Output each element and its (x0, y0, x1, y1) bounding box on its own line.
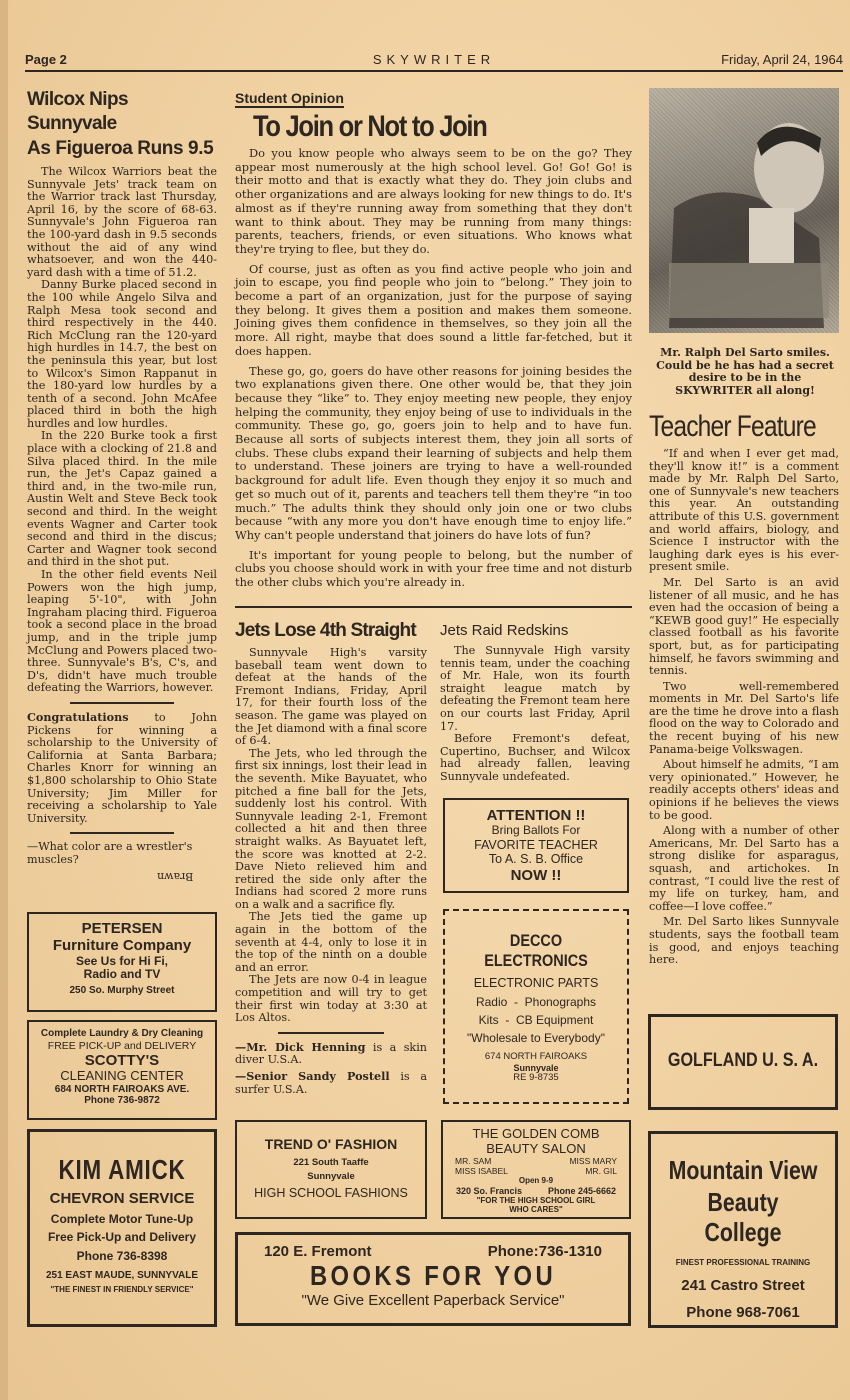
ad-slogan: "THE FINEST IN FRIENDLY SERVICE" (50, 1285, 194, 1295)
ad-decco-name: DECCO ELECTRONICS (484, 931, 588, 970)
ad-text: Sunnyvale (513, 1062, 559, 1073)
ad-text: CHEVRON SERVICE (49, 1190, 195, 1208)
ad-text: MR. GIL (585, 1165, 617, 1176)
congrats-text: to John Pickens for winning a scholarship to the University of California at Santa Barbara; Charles Knorr for winning an $1,800 scholarship to Ohio State University; Jim Miller for receiving a scholarship to Yale University. (27, 710, 217, 825)
ad-books-for-you (235, 1232, 631, 1326)
ad-text: ELECTRONIC PARTS (473, 976, 599, 991)
track-body (27, 166, 217, 695)
ad-slogan: WHO CARES" (509, 1205, 563, 1215)
photo-image (649, 88, 839, 333)
ad-mv-name: Mountain View (668, 1155, 818, 1185)
ad-kim-name: KIM AMICK (58, 1154, 186, 1185)
ad-phone: RE 9-8735 (513, 1072, 559, 1084)
ad-trend-name: TREND O' FASHION (264, 1136, 398, 1152)
ad-mv-name: Beauty College (704, 1186, 782, 1247)
opinion-body (235, 147, 632, 590)
ad-text: MR. SAM (455, 1155, 492, 1166)
ad-address: 241 Castro Street (681, 1276, 805, 1294)
ad-phone: Phone 968-7061 (686, 1304, 800, 1322)
ad-text: MISS MARY (569, 1155, 617, 1166)
paragraph: Do you know people who always seem to be on the go? They appear most numerously at the high school level. Go! Go! Go! is their motto and that is exactly what they do. They join clubs and other organizations and are always looking for new things to do. It's almost as if they're running away from something that they don't want to think about. They may be running from many things: parents, teachers, friends, or even situations. Who knows what they're trying to flee, but they do. (235, 146, 632, 256)
ad-address: 320 So. Francis (455, 1185, 523, 1196)
track-headline-2: As Figueroa Runs 9.5 (27, 138, 214, 159)
baseball-story (235, 620, 427, 1096)
ad-text: CLEANING CENTER (60, 1067, 184, 1083)
teacher-photo (649, 88, 839, 333)
ad-text: Radio - Phonographs (475, 995, 597, 1010)
paragraph: Danny Burke placed second in the 100 while Angelo Silva and Ralph Mesa took second and third respectively in the 440. Rich McClung ran the 120-yard high hurdles in 14.7, the best on the peninsula this year, but lost to Wilcox's Simon Rappanut in the 180-yard low hurdles by a tenth of a second. John McAfee placed third in both the high hurdles and low hurdles. (27, 278, 217, 430)
ad-text: FREE PICK-UP and DELIVERY (47, 1039, 197, 1052)
riddle-answer: Brawn (157, 870, 194, 884)
divider (235, 606, 632, 608)
divider (70, 832, 175, 834)
ad-kim-amick (27, 1129, 217, 1327)
opinion-kicker: Student Opinion (235, 90, 344, 106)
newspaper-title: SKYWRITER (372, 52, 496, 67)
paragraph: The Wilcox Warriors beat the Sunnyvale Jets' track team on the Warrior track last Thursday, April 16, by the score of 68-63. Sunnyvale's John Figueroa ran the 100-yard dash in 9.5 seconds without the aid of any wind whatsoever, and won the 440-yard dash with a time of 51.2. (27, 165, 217, 279)
ad-golfland-name: GOLFLAND U. S. A. (667, 1050, 819, 1071)
ad-mountain-view-beauty (648, 1131, 838, 1328)
paragraph: The Sunnyvale High varsity tennis team, under the coaching of Mr. Hale, won its fourth straight league match by defeating the Fremont team here on our courts last Friday, April 17. (440, 644, 630, 733)
opinion-headline: To Join or Not to Join (253, 110, 487, 143)
ad-contact-row (238, 1243, 628, 1260)
congratulations-note (27, 711, 217, 825)
track-story (27, 88, 217, 883)
usa-note (235, 1041, 427, 1067)
issue-date: Friday, April 24, 1964 (721, 52, 843, 67)
paragraph: In the other field events Neil Powers won the high jump, leaping 5'-10", with John Ingraham placing third. Figueroa took a second place in the broad jump, and in the triple jump McClung and Powers placed two-three. Sunnyvale's B's, C's, and D's, didn't have much trouble defeating the Warriors, however. (27, 568, 218, 695)
paragraph: The Jets tied the game up again in the bottom of the seventh at 4-4, only to lose it in the top of the ninth on a double and an error. (235, 910, 427, 974)
congrats-lead: Congratulations (27, 709, 129, 724)
ad-slogan: HIGH SCHOOL FASHIONS (254, 1185, 408, 1200)
ad-slogan: "FOR THE HIGH SCHOOL GIRL (476, 1195, 596, 1205)
ad-slogan: "Wholesale to Everybody" (467, 1031, 605, 1046)
masthead (25, 52, 843, 72)
ad-phone: Phone 245-6662 (547, 1185, 617, 1196)
riddle-question: —What color are a wrestler's muscles? (27, 840, 193, 866)
note-lead: —Mr. Dick Henning (235, 1039, 366, 1054)
ad-text: MISS ISABEL (455, 1165, 508, 1176)
ad-staff-row (443, 1167, 629, 1177)
ad-phone: Phone 736-9872 (84, 1095, 160, 1107)
paragraph: The Jets are now 0-4 in league competition and will try to get their first win today at 3:30 at Los Altos. (235, 973, 427, 1025)
ad-text: Bring Ballots For (491, 823, 581, 838)
teacher-feature (649, 410, 839, 967)
paragraph: Mr. Del Sarto is an avid listener of all music, and he has even had the occasion of being a “KEWB good guy!” He especially classed football as his favorite sport, but, as for participating himself, he favors swimming and tennis. (649, 575, 839, 678)
teacher-feature-headline: Teacher Feature (649, 410, 816, 443)
paragraph: About himself he admits, “I am very opinionated.” However, he readily accepts others' ideas and opinions if he believes the views to be good. (649, 758, 839, 822)
ad-address: 684 NORTH FAIROAKS AVE. (54, 1083, 190, 1095)
ad-address: 674 NORTH FAIROAKS (484, 1050, 588, 1062)
tennis-headline: Jets Raid Redskins (440, 622, 569, 639)
ad-hours: Open 9-9 (518, 1176, 554, 1186)
ad-golden-name: THE GOLDEN COMB (472, 1126, 600, 1141)
ad-text: FAVORITE TEACHER (474, 838, 598, 853)
ad-address: 250 So. Murphy Street (69, 985, 175, 997)
baseball-headline: Jets Lose 4th Straight (235, 620, 416, 641)
note-text: is a surfer U.S.A. (235, 1070, 427, 1096)
ad-text: Complete Laundry & Dry Cleaning (40, 1028, 204, 1039)
ad-golden-comb (441, 1120, 631, 1219)
usa-note (235, 1070, 427, 1096)
paragraph: Two well-remembered moments in Mr. Del Sarto's life are the time he drove into a flash flood on the way to Colorado and the recent buying of his new Panama-beige Volkswagen. (649, 679, 839, 756)
track-headline-1: Wilcox Nips Sunnyvale (27, 89, 128, 134)
ad-scottys (27, 1020, 217, 1120)
divider (278, 1032, 384, 1034)
page-number: Page 2 (25, 52, 67, 67)
ad-address: 251 EAST MAUDE, SUNNYVALE (45, 1269, 199, 1281)
paragraph: Of course, just as often as you find active people who join and join to escape, you find people who join to “belong.” They join to become a part of an organization, just for the purpose of saying they belong. It gives them a position and makes them someone. Joining gives them confidence in themselves, so they join all the more. All right, maybe that does sound a little far-fetched, but it does happen. (235, 261, 632, 358)
ad-text: Sunnyvale (307, 1171, 355, 1183)
ad-text: FINEST PROFESSIONAL TRAINING (675, 1257, 811, 1267)
ad-golfland (648, 1014, 838, 1110)
ad-address: 221 South Taaffe (293, 1157, 369, 1169)
ad-contact-row (443, 1186, 629, 1196)
ad-slogan: "We Give Excellent Paperback Service" (301, 1292, 565, 1310)
ad-text: To A. S. B. Office (488, 852, 584, 867)
paragraph: These go, go, goers do have other reasons for joining besides the two explanations given there. One other would be, that they join because they “like” to. They enjoy meeting new people, they enjoy helping the community, they enjoy being of use to individuals in the community. These go, go, goers join to help and to have fun. Because all sorts of subjects interest them, they join all sorts of clubs. These clubs expand their learning of subjects and help them to understand. These joiners are trying to have a well-rounded background for adult life. Even though they enjoy it so much and get so much out of it, parents and teachers tell them they're “in too much.” The adults think they should only join one or two clubs because “with any more you don't have enough time to enjoy life.” Why can't people understand that joiners do have lots of fun? (235, 363, 632, 542)
paragraph: The Jets, who led through the first six innings, lost their lead in the seventh. Mike Bayuatet, who pitched a fine ball for the Jets, suddenly lost his control. With Sunnyvale leading 2-1, Fremont collected a hit and then three straight walks. As Bayuatet left, the score was knotted at 2-2. Dave Nieto relieved him and retired the side only after the Indians had scored 2 more runs on a walk and a sacrifice fly. (235, 746, 427, 911)
divider (70, 702, 175, 704)
ad-text: See Us for Hi Fi, (75, 953, 169, 968)
baseball-body (235, 647, 427, 1025)
paragraph: Along with a number of other Americans, Mr. Del Sarto has a strong dislike for asparagus, squash, and artichokes. In contrast, “I could live the rest of my life on turkey, ham, and coffee—I love coffee.” (649, 824, 839, 913)
note-lead: —Senior Sandy Postell (235, 1069, 390, 1083)
ad-books-name: BOOKS FOR YOU (309, 1260, 557, 1292)
note-text: is a skin diver U.S.A. (235, 1040, 427, 1067)
page-edge (0, 0, 8, 1400)
ad-attention-title: ATTENTION !! (486, 807, 586, 824)
ad-petersen-company: Furniture Company (52, 937, 192, 955)
tennis-story (440, 622, 630, 784)
photo-caption: Mr. Ralph Del Sarto smiles. Could be he has had a secret desire to be in the SKYWRITER all along! (656, 346, 834, 397)
ad-trend-o-fashion (235, 1120, 427, 1219)
paragraph: Sunnyvale High's varsity baseball team went down to defeat at the hands of the Fremont Indians, Friday, April 17, for their fourth loss of the season. The game was played on the Jet diamond with a final score of 6-4. (235, 646, 427, 748)
ad-petersen (27, 912, 217, 1012)
paragraph: Before Fremont's defeat, Cupertino, Buchser, and Wilcox had already fallen, leaving Sunnyvale undefeated. (440, 732, 630, 783)
ad-decco (443, 909, 629, 1104)
ad-address: 120 E. Fremont (264, 1243, 372, 1260)
ad-scottys-name: SCOTTY'S (84, 1051, 160, 1069)
opinion-article (235, 88, 632, 590)
ad-text: Free Pick-Up and Delivery (47, 1230, 197, 1245)
ad-text: Kits - CB Equipment (478, 1013, 594, 1028)
ad-attention (443, 798, 629, 893)
ad-petersen-name: PETERSEN (81, 920, 163, 937)
teacher-feature-body (649, 448, 839, 967)
paragraph: In the 220 Burke took a first place with a clocking of 21.8 and Silva placed third. In the mile run, the Jet's Capaz gained a third and, in the two-mile run, Austin Welt and Steve Beck took second and third. In the weight events Wagner and Carter took second and third in the discus; Carter and Wagner took second and third in the shot put. (27, 429, 217, 569)
ad-text: Complete Motor Tune-Up (50, 1212, 194, 1227)
ad-phone: Phone:736-1310 (487, 1243, 602, 1260)
ad-text: NOW !! (510, 866, 562, 884)
ad-phone: Phone 736-8398 (76, 1249, 168, 1264)
ad-golden-name: BEAUTY SALON (486, 1140, 586, 1156)
paragraph: It's important for young people to belong, but the number of clubs you choose should work in with your free time and not disturb the other clubs which you're already in. (235, 547, 632, 590)
tennis-body (440, 645, 630, 784)
ad-text: Radio and TV (83, 967, 161, 982)
paragraph: Mr. Del Sarto likes Sunnyvale students, says the football team is good, and enjoys teaching here. (649, 915, 839, 967)
paragraph: “If and when I ever get mad, they'll know it!” is a comment made by Mr. Ralph Del Sarto, one of Sunnyvale's new teachers this year. An outstanding attribute of this U.S. government and world affairs, biology, and Science I instructor with the laughing dark eyes is his ever-present smile. (649, 447, 839, 574)
